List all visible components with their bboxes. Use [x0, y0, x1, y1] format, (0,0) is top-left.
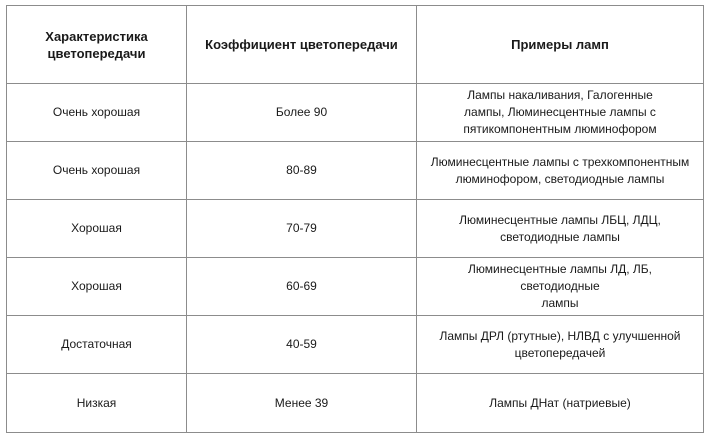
cell-coefficient: Менее 39	[187, 374, 417, 433]
cell-characteristic: Хорошая	[7, 258, 187, 316]
color-rendering-table	[6, 5, 704, 433]
cell-characteristic: Низкая	[7, 374, 187, 433]
header-characteristic: Характеристика цветопередачи	[7, 6, 187, 84]
cell-lamp-examples: Лампы ДНат (натриевые)	[417, 374, 704, 433]
cell-characteristic: Достаточная	[7, 316, 187, 374]
header-lamp-examples: Примеры ламп	[417, 6, 704, 84]
table-row	[7, 258, 704, 316]
header-coefficient: Коэффициент цветопередачи	[187, 6, 417, 84]
cell-lamp-examples: Люминесцентные лампы с трехкомпонентным люминофором, светодиодные лампы	[417, 142, 704, 200]
table-row	[7, 142, 704, 200]
cell-characteristic: Хорошая	[7, 200, 187, 258]
cell-lamp-examples: Люминесцентные лампы ЛБЦ, ЛДЦ, светодиодные лампы	[417, 200, 704, 258]
cell-characteristic: Очень хорошая	[7, 142, 187, 200]
cell-characteristic: Очень хорошая	[7, 84, 187, 142]
table-row	[7, 316, 704, 374]
cell-lamp-examples: Лампы накаливания, Галогенные лампы, Люминесцентные лампы с пятикомпонентным люминофором	[417, 84, 704, 142]
cell-coefficient: 70-79	[187, 200, 417, 258]
cell-coefficient: Более 90	[187, 84, 417, 142]
cell-coefficient: 40-59	[187, 316, 417, 374]
cell-coefficient: 80-89	[187, 142, 417, 200]
header-row	[7, 6, 704, 84]
cell-lamp-examples: Люминесцентные лампы ЛД, ЛБ, светодиодные лампы	[417, 258, 704, 316]
table-row	[7, 200, 704, 258]
cell-coefficient: 60-69	[187, 258, 417, 316]
cell-lamp-examples: Лампы ДРЛ (ртутные), НЛВД с улучшенной цветопередачей	[417, 316, 704, 374]
table-row	[7, 374, 704, 433]
table-row	[7, 84, 704, 142]
